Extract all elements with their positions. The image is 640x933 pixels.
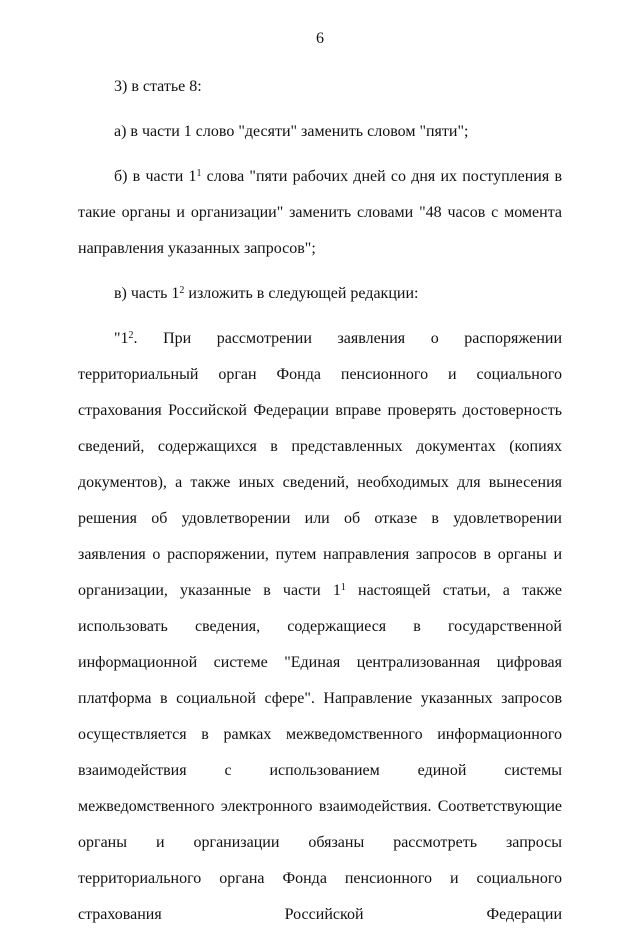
quote-superscript-2: 1 xyxy=(340,581,346,593)
quote-text-part-1: . При рассмотрении заявления о распоряжении территориальный орган Фонда пенсионного и социального страхования Российской Федерации вправе проверять достоверность сведений, содержащихся в представленных документах (копиях документов), а также иных сведений, необходимых для вынесения решения об удовлетворении или об отказе в удовлетворении заявления о распоряжении, путем направления запросов в органы и организации, указанные в части 1 xyxy=(78,330,562,599)
document-body xyxy=(78,69,562,933)
item-v-superscript: 2 xyxy=(179,284,185,296)
item-b-text-end: слова "пяти рабочих дней со дня их поступления в такие органы и организации" заменить словами "48 часов с момента направления указанных запросов"; xyxy=(78,168,562,257)
paragraph-item-a: а) в части 1 слово "десяти" заменить словом "пяти"; xyxy=(114,123,469,140)
quote-text-part-2: настоящей статьи, а также использовать сведения, содержащиеся в государственной информационной системе "Единая централизованная цифровая платформа в социальной сфере". Направление указанных запросов осуществляется в рамках межведомственного информационного взаимодействия с использованием единой системы межведомственного электронного взаимодействия. Соответствующие органы и организации обязаны рассмотреть запросы территориального органа Фонда пенсионного и социального страхования Российской Федерации xyxy=(78,582,562,923)
item-v-text-end: изложить в следующей редакции: xyxy=(184,285,419,302)
paragraph-item-v xyxy=(78,276,562,312)
quote-superscript-1: 2 xyxy=(128,329,134,341)
paragraph-item-b xyxy=(78,159,562,267)
item-b-text-start: б) в части 1 xyxy=(114,168,197,185)
paragraph-quoted-part xyxy=(78,321,562,933)
item-v-text-start: в) часть 1 xyxy=(114,285,180,302)
page-number: 6 xyxy=(316,30,324,47)
paragraph-article-8-intro: 3) в статье 8: xyxy=(114,78,202,95)
item-b-superscript: 1 xyxy=(196,167,202,179)
quote-open: "1 xyxy=(114,330,129,347)
